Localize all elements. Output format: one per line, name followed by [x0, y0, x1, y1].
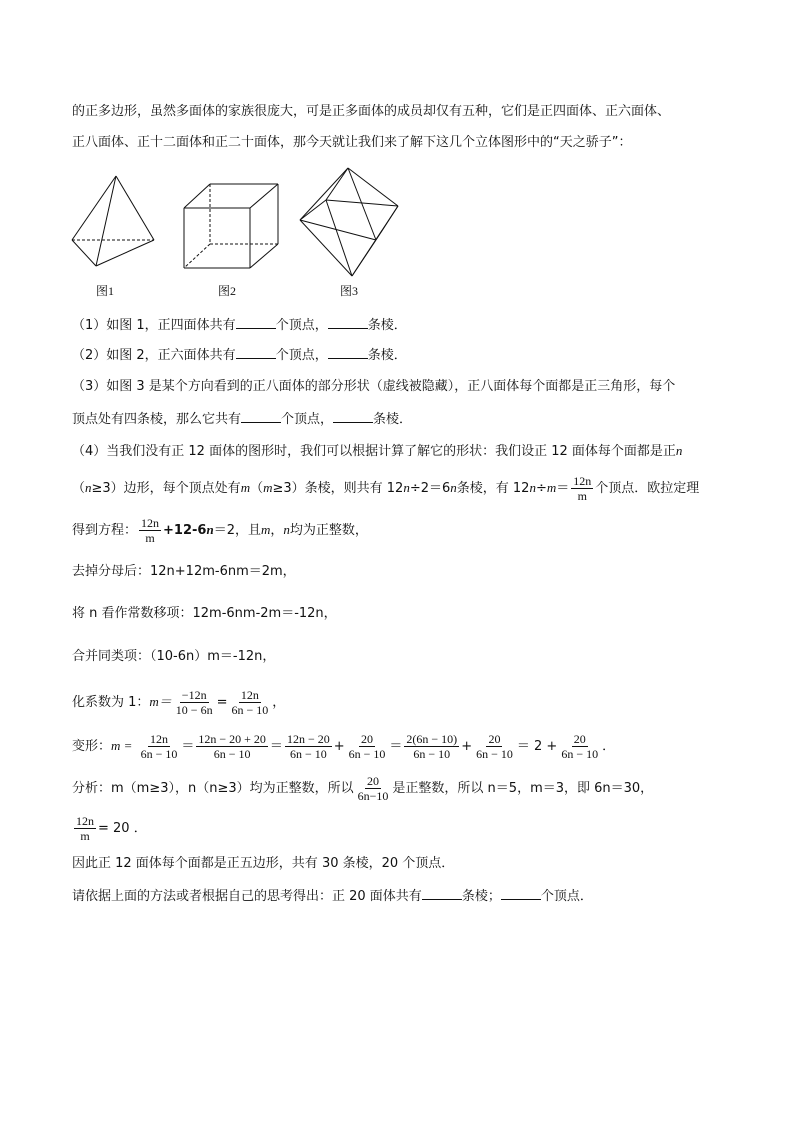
answer-blank[interactable]: [328, 346, 368, 359]
answer-blank[interactable]: [333, 410, 373, 423]
answer-blank[interactable]: [241, 410, 281, 423]
question-3-line-1: （3）如图 3 是某个方向看到的正八面体的部分形状（虚线被隐藏），正八面体每个面都是正三角形，每个: [72, 379, 676, 394]
fraction: $\frac{12n}{m}$: [573, 474, 592, 503]
fraction: $\frac{12n}{6n - 10}$: [140, 732, 178, 761]
answer-blank[interactable]: [236, 346, 276, 359]
fraction: $\frac{12n - 20 + 20}{6n - 10}$: [198, 732, 266, 761]
question-20-faces: 请依据上面的方法或者根据自己的思考得出：正 20 面体共有 条棱； 个顶点．: [72, 889, 593, 904]
caption-figure-2: 图2: [218, 284, 237, 298]
question-3-line-2: 顶点处有四条棱，那么它共有 个顶点， 条棱．: [72, 412, 413, 427]
answer-blank[interactable]: [422, 887, 462, 900]
step-move-terms: 将 n 看作常数移项：12m-6nm-2m＝-12n，: [72, 606, 337, 621]
step-analysis: 分析：m（m≥3），n（n≥3）均为正整数，所以 $\frac{20}{6n-10}$ 是正整数，所以 n＝5，m＝3，即 6n＝30，: [72, 774, 654, 803]
fraction: $\frac{2(6n - 10)}{6n - 10}$: [406, 732, 458, 761]
answer-blank[interactable]: [328, 316, 368, 329]
fraction: $\frac{20}{6n - 10}$: [561, 732, 599, 761]
fraction: $\frac{12n - 20}{6n - 10}$: [286, 732, 330, 761]
step-conclusion: 因此正 12 面体每个面都是正五边形，共有 30 条棱，20 个顶点．: [72, 856, 455, 871]
answer-blank[interactable]: [501, 887, 541, 900]
fraction: $\frac{12n}{m}$: [141, 516, 160, 545]
fraction: $\frac{20}{6n-10}$: [357, 774, 389, 803]
fraction: $\frac{-12n}{10 - 6n}$: [175, 688, 213, 717]
fraction: $\frac{12n}{6n - 10}$: [231, 688, 269, 717]
figure-2-cube: [180, 180, 284, 272]
intro-line-2: 正八面体、正十二面体和正二十面体，那今天就让我们来了解下这几个立体图形中的“天之骄子”：: [72, 135, 632, 150]
step-result: $\frac{12n}{m}$ = 20 ．: [76, 814, 147, 843]
answer-blank[interactable]: [236, 316, 276, 329]
fraction: $\frac{12n}{m}$: [76, 814, 94, 843]
question-4-line-2: （n≥3）边形，每个顶点处有m（m≥3）条棱，则共有 12n÷2＝6n条棱，有 12n÷m＝ $\frac{12n}{m}$ 个顶点．欧拉定理: [72, 474, 700, 503]
fraction: $\frac{20}{6n - 10}$: [348, 732, 386, 761]
figure-3-octahedron: [296, 164, 404, 280]
intro-line-1: 的正多边形，虽然多面体的家族很庞大，可是正多面体的成员却仅有五种，它们是正四面体、正六面体、: [72, 104, 671, 119]
question-2: （2）如图 2，正六面体共有 个顶点， 条棱．: [72, 348, 407, 363]
step-combine-terms: 合并同类项：（10-6n）m＝-12n，: [72, 649, 276, 664]
question-4-line-1: （4）当我们没有正 12 面体的图形时，我们可以根据计算了解它的形状：我们设正 12 面体每个面都是正n: [72, 443, 683, 459]
question-4-line-3: 得到方程： $\frac{12n}{m}$ +12-6n＝2，且m，n均为正整数，: [72, 516, 368, 545]
figure-1-tetrahedron: [68, 172, 158, 272]
question-1: （1）如图 1，正四面体共有 个顶点， 条棱．: [72, 318, 407, 333]
step-remove-denominator: 去掉分母后：12n+12m-6nm＝2m，: [72, 564, 296, 579]
step-coefficient-one: 化系数为 1：m＝ $\frac{-12n}{10 - 6n}$ = $\frac{12n}{6n - 10}$ ，: [72, 688, 286, 717]
step-transform: 变形：m = $\frac{12n}{6n - 10}$ ＝ $\frac{12n - 20 + 20}{6n - 10}$ ＝ $\frac{12n - 20}{6n - 10}$ + $\frac{20}{6n - 10}$ ＝ $\frac{2(6n - 10)}{6n - 10}$ + $\frac{20}{6n - 10}$ ＝ 2 + $\frac{20}{6n - 10}$ ．: [72, 732, 616, 761]
caption-figure-1: 图1: [96, 284, 115, 298]
fraction: $\frac{20}{6n - 10}$: [476, 732, 513, 761]
caption-figure-3: 图3: [340, 284, 359, 298]
